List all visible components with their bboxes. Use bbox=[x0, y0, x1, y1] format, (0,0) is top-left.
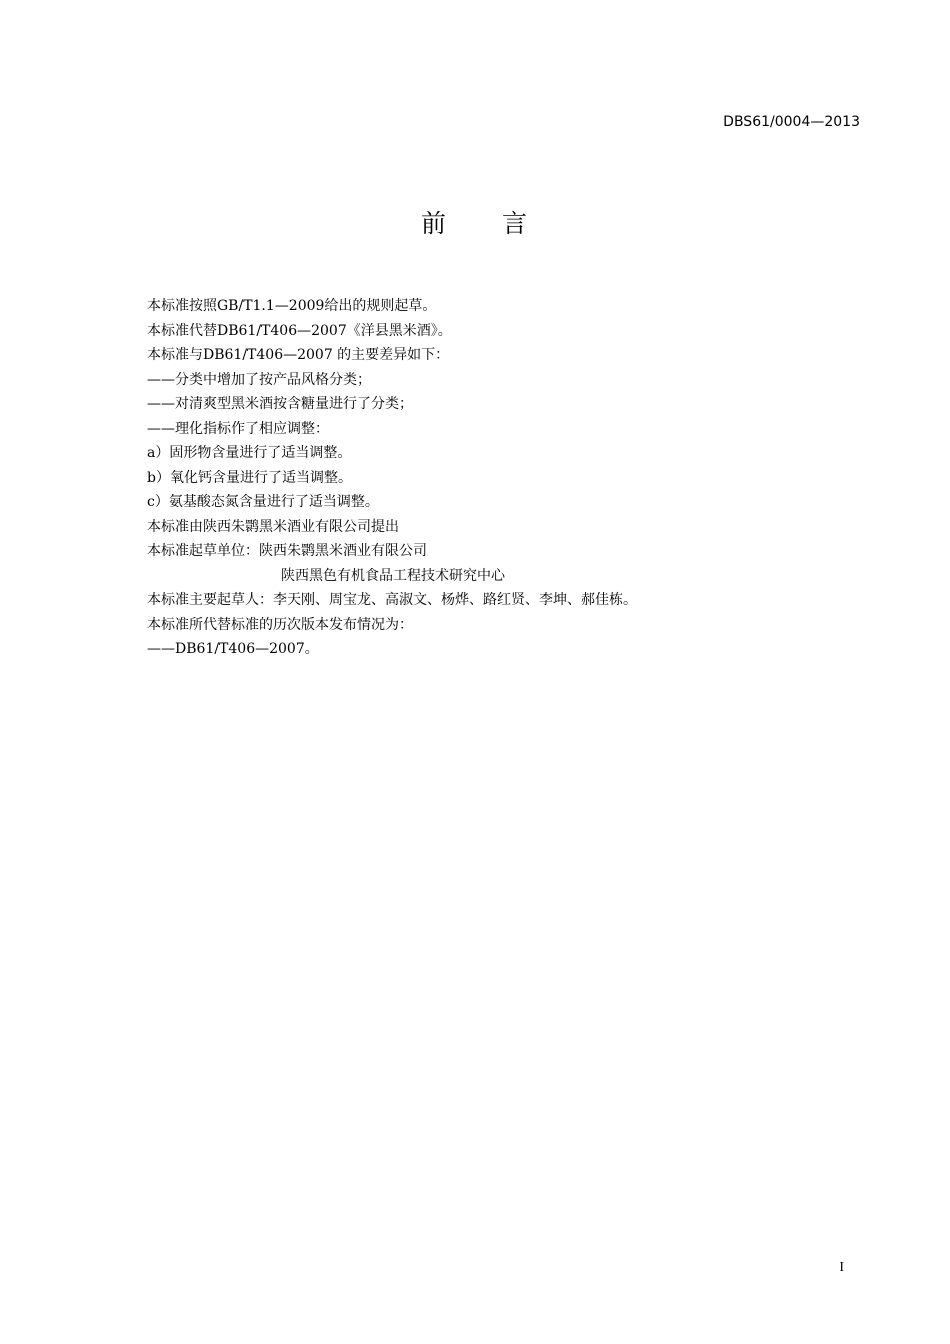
foreword-line: 本标准与DB61/T406—2007 的主要差异如下： bbox=[147, 347, 450, 363]
foreword-line: 本标准按照GB/T1.1—2009给出的规则起草。 bbox=[147, 298, 437, 314]
foreword-line: ——DB61/T406—2007。 bbox=[147, 641, 319, 657]
foreword-body bbox=[147, 294, 847, 662]
page-title: 前 言 bbox=[420, 209, 529, 238]
foreword-line: 本标准代替DB61/T406—2007《洋县黑米酒》。 bbox=[147, 322, 452, 339]
foreword-line: ——对清爽型黑米酒按含糖量进行了分类； bbox=[147, 396, 413, 412]
foreword-line: 陕西黑色有机食品工程技术研究中心 bbox=[281, 567, 505, 584]
foreword-line: ——分类中增加了按产品风格分类； bbox=[147, 371, 371, 388]
document-code: DBS61/0004—2013 bbox=[723, 114, 860, 130]
foreword-line: a）固形物含量进行了适当调整。 bbox=[147, 445, 352, 461]
page-number: I bbox=[839, 1260, 844, 1275]
foreword-line: 本标准由陕西朱鹮黑米酒业有限公司提出 bbox=[147, 518, 399, 535]
foreword-line: 本标准起草单位：陕西朱鹮黑米酒业有限公司 bbox=[147, 543, 427, 559]
foreword-line: c）氨基酸态氮含量进行了适当调整。 bbox=[147, 494, 379, 510]
foreword-line: ——理化指标作了相应调整： bbox=[147, 420, 329, 437]
foreword-line: 本标准主要起草人：李天刚、周宝龙、高淑文、杨烨、路红贤、李坤、郝佳栋。 bbox=[147, 592, 637, 608]
foreword-line: 本标准所代替标准的历次版本发布情况为： bbox=[147, 616, 413, 633]
foreword-line: b）氧化钙含量进行了适当调整。 bbox=[147, 469, 352, 486]
